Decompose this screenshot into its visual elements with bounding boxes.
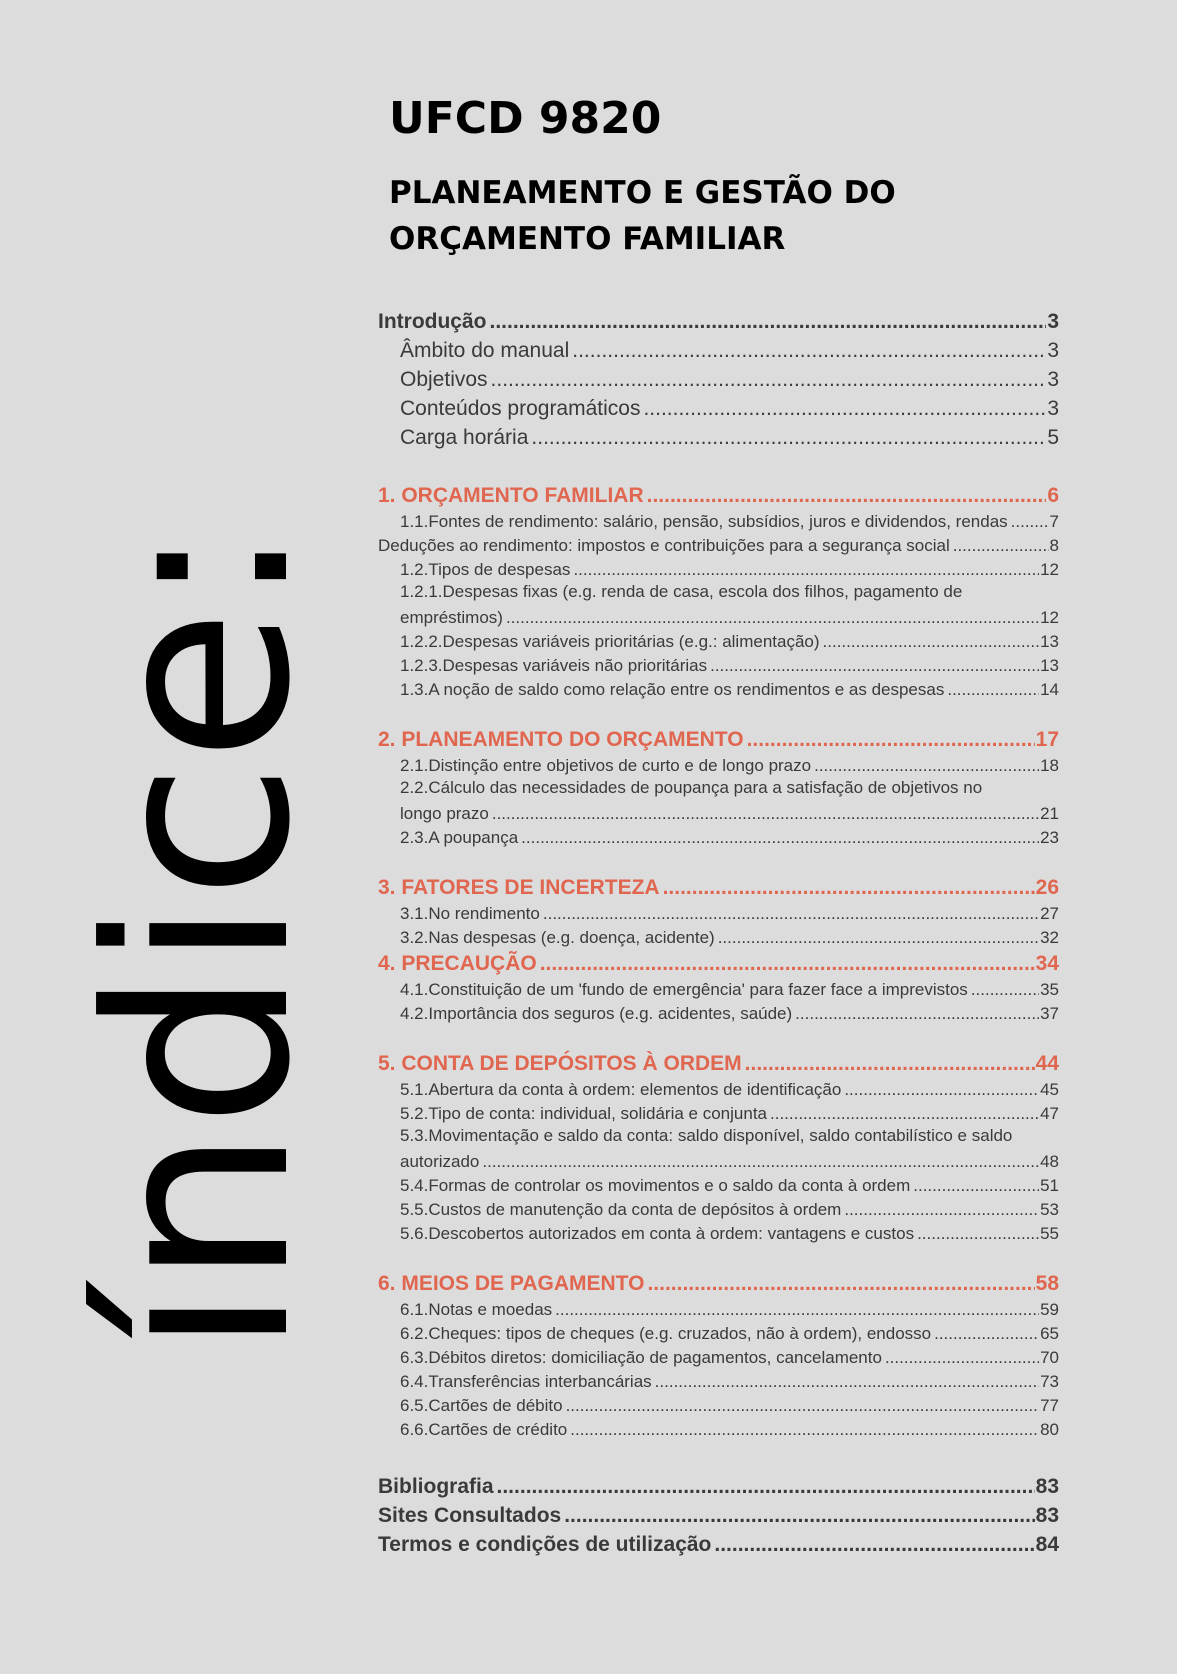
toc-entry-label: Sites Consultados	[378, 1504, 562, 1527]
toc-entry-label: 6.3.Débitos diretos: domiciliação de pagamentos, cancelamento	[400, 1348, 882, 1367]
toc-entry-label-line-2: autorizado	[400, 1152, 480, 1171]
toc-entry-carga-horaria[interactable]	[378, 421, 1059, 450]
course-subtitle	[389, 170, 949, 262]
toc-entry-page: 8	[1049, 536, 1059, 555]
toc-entry-objetivos[interactable]	[378, 363, 1059, 392]
toc-entry-label: 1.2.Tipos de despesas	[400, 560, 571, 579]
toc-entry-4-1[interactable]	[378, 976, 1059, 1000]
toc-entry-page: 12	[1040, 560, 1059, 579]
toc-entry-page: 45	[1040, 1080, 1059, 1099]
subtitle-line-2: ORÇAMENTO FAMILIAR	[389, 221, 786, 257]
toc-entry-page: 37	[1040, 1004, 1059, 1023]
toc-entry-page: 3	[1047, 397, 1059, 420]
toc-entry-label: Âmbito do manual	[400, 339, 570, 362]
toc-entry-label-line-1: 2.2.Cálculo das necessidades de poupança para a satisfação de objetivos no	[400, 778, 983, 797]
toc-entry-label: Conteúdos programáticos	[400, 397, 641, 420]
toc-entry-page: 13	[1040, 632, 1059, 651]
toc-chapter-page: 58	[1035, 1272, 1059, 1295]
toc-chapter-label: 2. PLANEAMENTO DO ORÇAMENTO	[378, 728, 744, 751]
toc-chapter-6[interactable]	[378, 1270, 1059, 1296]
toc-chapter-5[interactable]	[378, 1050, 1059, 1076]
toc-entry-page: 53	[1040, 1200, 1059, 1219]
toc-entry-label: 3.2.Nas despesas (e.g. doença, acidente)	[400, 928, 715, 947]
toc-entry-conteudos[interactable]	[378, 392, 1059, 421]
toc-entry-label: 5.1.Abertura da conta à ordem: elementos de identificação	[400, 1080, 842, 1099]
toc-entry-label: 1.2.3.Despesas variáveis não prioritárias	[400, 656, 708, 675]
toc-entry-label: Bibliografia	[378, 1475, 494, 1498]
toc-entry-page: 23	[1040, 828, 1059, 847]
toc-entry-page: 3	[1047, 339, 1059, 362]
toc-entry-page: 84	[1035, 1533, 1059, 1556]
course-code-title: UFCD 9820	[389, 93, 662, 144]
toc-entry-label-line-2: empréstimos)	[400, 608, 503, 627]
toc-entry-ambito[interactable]	[378, 334, 1059, 363]
toc-entry-page: 21	[1040, 804, 1059, 823]
toc-entry-page: 48	[1040, 1152, 1059, 1171]
toc-entry-5-3[interactable]	[378, 1124, 1059, 1172]
toc-entry-5-6[interactable]	[378, 1220, 1059, 1244]
toc-entry-deducoes[interactable]	[378, 532, 1059, 556]
toc-entry-label: 6.5.Cartões de débito	[400, 1396, 563, 1415]
toc-entry-label: 4.1.Constituição de um 'fundo de emergência' para fazer face a imprevistos	[400, 980, 968, 999]
toc-entry-label: 5.5.Custos de manutenção da conta de depósitos à ordem	[400, 1200, 842, 1219]
toc-chapter-page: 44	[1035, 1052, 1059, 1075]
toc-entry-6-1[interactable]	[378, 1296, 1059, 1320]
toc-entry-1-2-1[interactable]	[378, 580, 1059, 628]
toc-chapter-1[interactable]	[378, 482, 1059, 508]
toc-chapter-label: 3. FATORES DE INCERTEZA	[378, 876, 660, 899]
toc-entry-label: Objetivos	[400, 368, 488, 391]
toc-chapter-page: 34	[1035, 952, 1059, 975]
toc-entry-page: 27	[1040, 904, 1059, 923]
toc-entry-label-line-2: longo prazo	[400, 804, 489, 823]
toc-chapter-page: 17	[1035, 728, 1059, 751]
toc-entry-6-4[interactable]	[378, 1368, 1059, 1392]
toc-entry-page: 70	[1040, 1348, 1059, 1367]
toc-entry-label: Termos e condições de utilização	[378, 1533, 712, 1556]
toc-entry-page: 51	[1040, 1176, 1059, 1195]
toc-entry-3-1[interactable]	[378, 900, 1059, 924]
toc-entry-label: Carga horária	[400, 426, 529, 449]
toc-entry-5-4[interactable]	[378, 1172, 1059, 1196]
toc-entry-2-2[interactable]	[378, 776, 1059, 824]
toc-entry-6-3[interactable]	[378, 1344, 1059, 1368]
toc-entry-label: 5.6.Descobertos autorizados em conta à ordem: vantagens e custos	[400, 1224, 915, 1243]
toc-entry-page: 83	[1035, 1504, 1059, 1527]
toc-entry-page: 7	[1049, 512, 1059, 531]
toc-entry-label: 4.2.Importância dos seguros (e.g. acidentes, saúde)	[400, 1004, 793, 1023]
toc-entry-label: Deduções ao rendimento: impostos e contribuições para a segurança social	[378, 536, 950, 555]
toc-entry-page: 83	[1035, 1475, 1059, 1498]
toc-chapter-4[interactable]	[378, 950, 1059, 976]
toc-chapter-label: 4. PRECAUÇÃO	[378, 952, 537, 975]
toc-entry-4-2[interactable]	[378, 1000, 1059, 1024]
toc-entry-page: 55	[1040, 1224, 1059, 1243]
toc-entry-label: 2.3.A poupança	[400, 828, 519, 847]
toc-entry-page: 14	[1040, 680, 1059, 699]
toc-entry-page: 47	[1040, 1104, 1059, 1123]
toc-entry-page: 18	[1040, 756, 1059, 775]
toc-entry-1-2-2[interactable]	[378, 628, 1059, 652]
toc-entry-label: 3.1.No rendimento	[400, 904, 540, 923]
toc-entry-page: 77	[1040, 1396, 1059, 1415]
toc-entry-page: 73	[1040, 1372, 1059, 1391]
toc-entry-1-2[interactable]	[378, 556, 1059, 580]
toc-entry-5-5[interactable]	[378, 1196, 1059, 1220]
toc-chapter-label: 5. CONTA DE DEPÓSITOS À ORDEM	[378, 1052, 742, 1075]
toc-entry-2-3[interactable]	[378, 824, 1059, 848]
toc-entry-1-1[interactable]	[378, 508, 1059, 532]
toc-entry-page: 59	[1040, 1300, 1059, 1319]
toc-entry-2-1[interactable]	[378, 752, 1059, 776]
toc-entry-5-2[interactable]	[378, 1100, 1059, 1124]
toc-entry-6-5[interactable]	[378, 1392, 1059, 1416]
subtitle-line-1: PLANEAMENTO E GESTÃO DO	[389, 175, 896, 211]
toc-entry-label: 2.1.Distinção entre objetivos de curto e de longo prazo	[400, 756, 812, 775]
toc-entry-label: 6.4.Transferências interbancárias	[400, 1372, 652, 1391]
toc-entry-page: 3	[1047, 310, 1059, 333]
toc-entry-page: 5	[1047, 426, 1059, 449]
toc-entry-label: 1.1.Fontes de rendimento: salário, pensão, subsídios, juros e dividendos, rendas	[400, 512, 1008, 531]
toc-entry-label-line-1: 1.2.1.Despesas fixas (e.g. renda de casa, escola dos filhos, pagamento de	[400, 582, 963, 601]
toc-entry-label: 5.2.Tipo de conta: individual, solidária e conjunta	[400, 1104, 767, 1123]
toc-chapter-3[interactable]	[378, 874, 1059, 900]
toc-entry-page: 13	[1040, 656, 1059, 675]
toc-entry-6-2[interactable]	[378, 1320, 1059, 1344]
toc-entry-page: 80	[1040, 1420, 1059, 1439]
toc-entry-3-2[interactable]	[378, 924, 1059, 948]
toc-chapter-2[interactable]	[378, 726, 1059, 752]
toc-entry-page: 32	[1040, 928, 1059, 947]
toc-entry-bibliografia[interactable]	[378, 1470, 1059, 1499]
toc-entry-page: 65	[1040, 1324, 1059, 1343]
toc-entry-termos[interactable]	[378, 1528, 1059, 1557]
toc-entry-label: 5.4.Formas de controlar os movimentos e o saldo da conta à ordem	[400, 1176, 911, 1195]
toc-entry-label-line-1: 5.3.Movimentação e saldo da conta: saldo disponível, saldo contabilístico e saldo	[400, 1126, 1013, 1145]
toc-entry-label: 6.1.Notas e moedas	[400, 1300, 553, 1319]
toc-entry-label: 1.2.2.Despesas variáveis prioritárias (e.g.: alimentação)	[400, 632, 820, 651]
table-of-contents	[378, 305, 1059, 1557]
toc-entry-page: 35	[1040, 980, 1059, 999]
toc-entry-label: 6.2.Cheques: tipos de cheques (e.g. cruzados, não à ordem), endosso	[400, 1324, 932, 1343]
toc-entry-sites-consultados[interactable]	[378, 1499, 1059, 1528]
toc-entry-page: 12	[1040, 608, 1059, 627]
toc-chapter-label: 6. MEIOS DE PAGAMENTO	[378, 1272, 645, 1295]
toc-entry-introducao[interactable]	[378, 305, 1059, 334]
toc-entry-1-2-3[interactable]	[378, 652, 1059, 676]
toc-entry-5-1[interactable]	[378, 1076, 1059, 1100]
toc-chapter-label: 1. ORÇAMENTO FAMILIAR	[378, 484, 644, 507]
toc-chapter-page: 26	[1035, 876, 1059, 899]
vertical-section-title: índice:	[54, 524, 345, 1356]
toc-chapter-page: 6	[1047, 484, 1059, 507]
toc-entry-page: 3	[1047, 368, 1059, 391]
toc-entry-label: 1.3.A noção de saldo como relação entre os rendimentos e as despesas	[400, 680, 945, 699]
toc-entry-1-3[interactable]	[378, 676, 1059, 700]
toc-entry-6-6[interactable]	[378, 1416, 1059, 1440]
toc-entry-label: 6.6.Cartões de crédito	[400, 1420, 568, 1439]
toc-entry-label: Introdução	[378, 310, 487, 333]
